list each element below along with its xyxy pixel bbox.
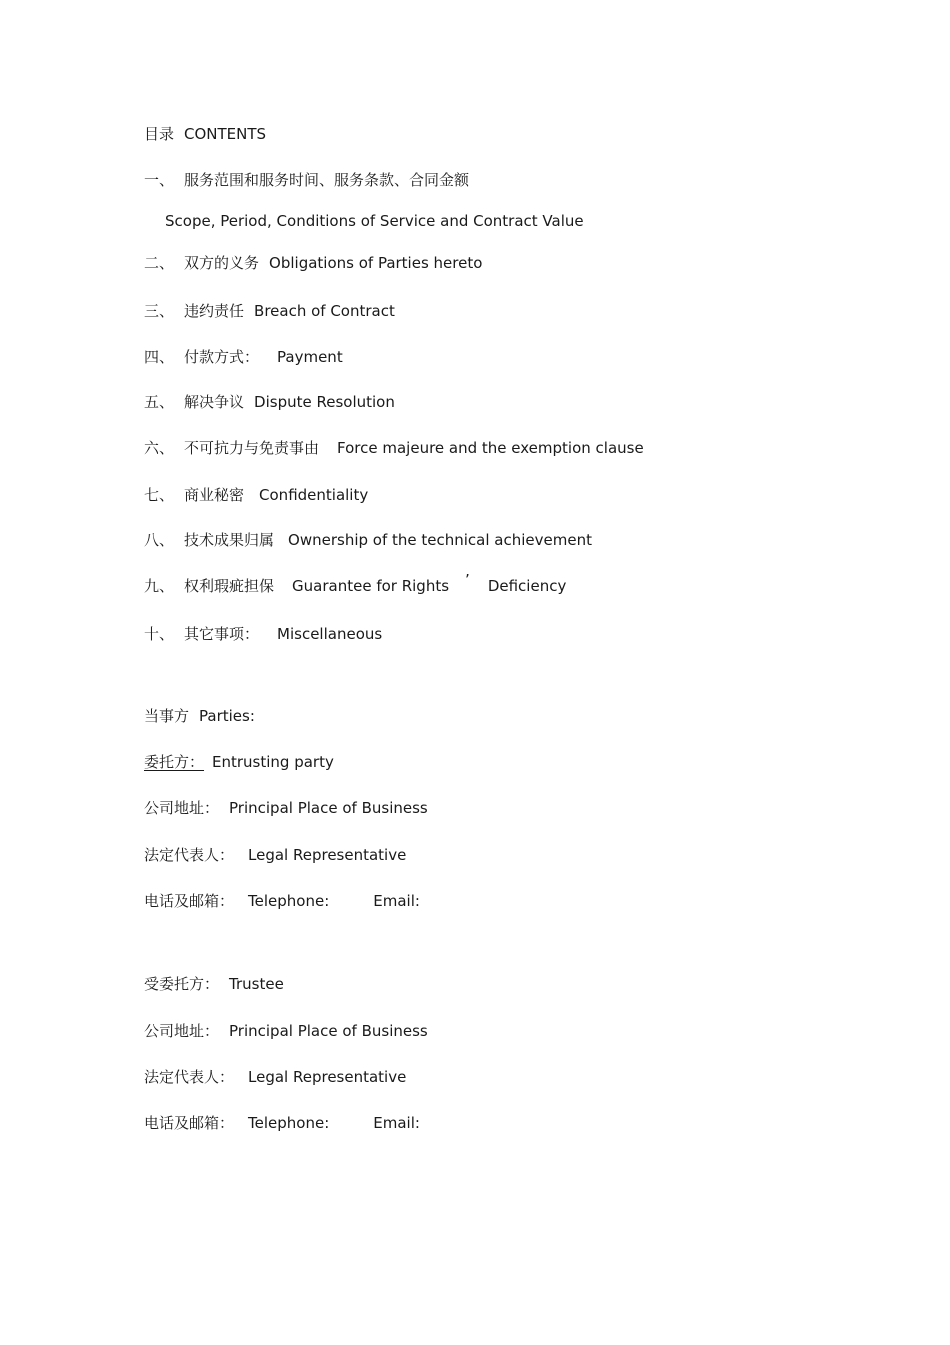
trustee-address-en: Principal Place of Business — [229, 1022, 428, 1040]
toc-item-en: Dispute Resolution — [254, 393, 395, 411]
toc-item-number: 十、 — [144, 625, 175, 643]
toc-item-9 — [144, 571, 567, 596]
parties-heading-en: Parties: — [199, 707, 255, 725]
trustee-address-cn: 公司地址： — [144, 1022, 220, 1040]
toc-item-number: 二、 — [144, 254, 175, 272]
toc-item-2 — [144, 253, 482, 273]
entrusting-contact — [144, 891, 420, 911]
entrusting-address — [144, 798, 428, 818]
toc-item-number: 五、 — [144, 393, 175, 411]
trustee-label-en: Trustee — [229, 975, 284, 993]
toc-item-cn: 商业秘密 — [184, 486, 245, 504]
entrusting-party-label-cn: 委托方： — [144, 753, 205, 771]
toc-item-en: Guarantee for Rights — [292, 577, 450, 595]
trustee-address — [144, 1021, 428, 1041]
entrusting-email-label: Email: — [373, 892, 420, 910]
entrusting-contact-cn: 电话及邮箱： — [144, 892, 235, 910]
entrusting-party-label — [144, 752, 334, 772]
entrusting-address-en: Principal Place of Business — [229, 799, 428, 817]
toc-item-8 — [144, 530, 592, 550]
contents-heading-en: CONTENTS — [184, 125, 267, 143]
toc-item-cn: 双方的义务 — [184, 254, 260, 272]
toc-item-number: 六、 — [144, 439, 175, 457]
toc-item-1 — [144, 170, 469, 190]
toc-item-en: Miscellaneous — [277, 625, 383, 643]
toc-item-en: Scope, Period, Conditions of Service and Contract Value — [165, 212, 584, 230]
toc-item-en: Payment — [277, 348, 343, 366]
contents-heading-cn: 目录 — [144, 125, 175, 143]
toc-item-number: 三、 — [144, 302, 175, 320]
toc-item-en: Breach of Contract — [254, 302, 395, 320]
toc-item-en: Confidentiality — [259, 486, 369, 504]
toc-item-number: 七、 — [144, 486, 175, 504]
trustee-contact — [144, 1113, 420, 1133]
parties-heading-cn: 当事方 — [144, 707, 190, 725]
contents-heading — [144, 124, 266, 144]
entrusting-representative-cn: 法定代表人： — [144, 846, 235, 864]
toc-item-cn: 解决争议 — [184, 393, 245, 411]
toc-item-number: 九、 — [144, 577, 175, 595]
trustee-label — [144, 974, 284, 994]
toc-item-en: Ownership of the technical achievement — [288, 531, 592, 549]
trustee-label-cn: 受委托方： — [144, 975, 220, 993]
toc-item-5 — [144, 392, 395, 412]
trustee-contact-cn: 电话及邮箱： — [144, 1114, 235, 1132]
toc-item-cn: 违约责任 — [184, 302, 245, 320]
toc-item-number: 四、 — [144, 348, 175, 366]
toc-item-en: Obligations of Parties hereto — [269, 254, 483, 272]
entrusting-address-cn: 公司地址： — [144, 799, 220, 817]
trustee-representative — [144, 1067, 406, 1087]
toc-item-number: 八、 — [144, 531, 175, 549]
parties-heading — [144, 706, 255, 726]
toc-item-10 — [144, 624, 382, 644]
toc-item-3 — [144, 301, 395, 321]
toc-item-apostrophe: ’ — [465, 571, 470, 589]
entrusting-representative-en: Legal Representative — [248, 846, 407, 864]
toc-item-number: 一、 — [144, 171, 175, 189]
toc-item-cn: 权利瑕疵担保 — [184, 577, 275, 595]
toc-item-cn: 服务范围和服务时间、服务条款、合同金额 — [184, 171, 470, 189]
toc-item-cn: 付款方式： — [184, 348, 260, 366]
toc-item-4 — [144, 347, 343, 367]
trustee-representative-cn: 法定代表人： — [144, 1068, 235, 1086]
entrusting-party-label-en: Entrusting party — [212, 753, 334, 771]
toc-item-7 — [144, 485, 368, 505]
trustee-telephone-label: Telephone: — [248, 1114, 330, 1132]
toc-item-cn: 技术成果归属 — [184, 531, 275, 549]
trustee-representative-en: Legal Representative — [248, 1068, 407, 1086]
toc-item-cn: 其它事项： — [184, 625, 260, 643]
toc-item-1-en — [165, 211, 584, 231]
toc-item-cn: 不可抗力与免责事由 — [184, 439, 320, 457]
toc-item-en: Force majeure and the exemption clause — [337, 439, 644, 457]
entrusting-representative — [144, 845, 406, 865]
entrusting-telephone-label: Telephone: — [248, 892, 330, 910]
toc-item-en-2: Deficiency — [487, 577, 567, 595]
trustee-email-label: Email: — [373, 1114, 420, 1132]
toc-item-6 — [144, 438, 644, 458]
